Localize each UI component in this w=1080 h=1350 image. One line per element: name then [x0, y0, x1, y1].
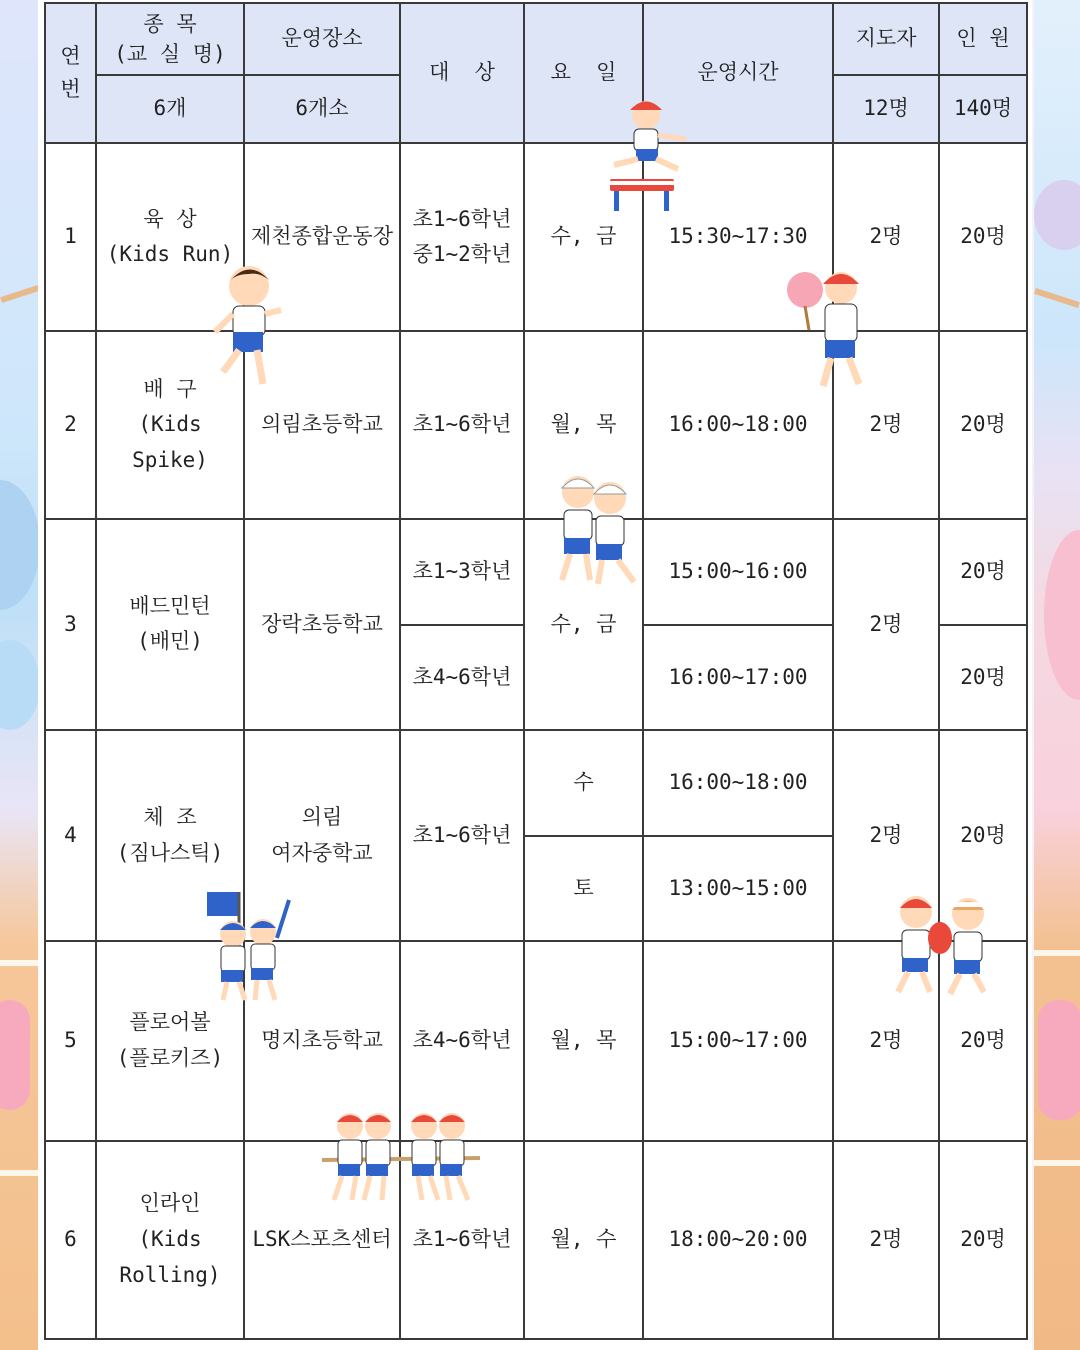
- row-time-value: 15:00~16:00: [668, 558, 808, 583]
- table-row: [45, 143, 1027, 331]
- row-venue-name: 제천종합운동장: [250, 224, 393, 249]
- row-target: [400, 1141, 524, 1339]
- row-day-value: 수, 금: [550, 611, 617, 636]
- row-time-value: 16:00~18:00: [668, 412, 808, 437]
- row-people: [939, 331, 1027, 518]
- header-instructor-count-label: 12명: [863, 96, 909, 121]
- row-target-line: 초1~3학년: [412, 558, 512, 583]
- header-venue-count-label: 6개소: [295, 96, 349, 121]
- row-event-name: 체 조: [143, 805, 197, 830]
- row-no-value: 6: [64, 1226, 77, 1251]
- row-event-sub: (짐나스틱): [116, 840, 224, 865]
- row-people-value: 20명: [960, 412, 1006, 437]
- row-no: [45, 1141, 96, 1339]
- row-time: [643, 941, 833, 1140]
- row-people: [939, 625, 1027, 730]
- row-day-value: 월, 목: [550, 412, 617, 437]
- row-no: [45, 331, 96, 518]
- header-people-count: [939, 75, 1027, 143]
- row-instructor: [833, 519, 939, 730]
- row-people-value: 20명: [960, 1226, 1006, 1251]
- row-event-sub: (배민): [137, 629, 203, 654]
- row-target-line: 초1~6학년: [412, 1226, 512, 1251]
- table-row: [45, 941, 1027, 1140]
- row-target: [400, 730, 524, 941]
- row-no-value: 4: [64, 822, 77, 847]
- row-venue: [244, 941, 400, 1140]
- row-time-value: 16:00~17:00: [668, 664, 808, 689]
- row-time-value: 15:00~17:00: [668, 1028, 808, 1053]
- row-people: [939, 1141, 1027, 1339]
- header-no: [45, 3, 96, 143]
- header-people-count-label: 140명: [953, 96, 1013, 121]
- row-time: [643, 730, 833, 836]
- row-venue: [244, 519, 400, 730]
- row-people: [939, 519, 1027, 625]
- row-event-name: 배 구: [143, 376, 197, 401]
- row-day: [524, 730, 643, 836]
- row-people-value: 20명: [960, 822, 1006, 847]
- row-target-line: 초4~6학년: [412, 664, 512, 689]
- row-no-value: 2: [64, 412, 77, 437]
- row-time-value: 13:00~15:00: [668, 875, 808, 900]
- row-time-value: 15:30~17:30: [668, 224, 808, 249]
- table-row: [45, 1141, 1027, 1339]
- background-right-decoration: [1034, 0, 1080, 1350]
- header-target: [400, 3, 524, 143]
- header-time: [643, 3, 833, 143]
- row-day-value: 수, 금: [550, 224, 617, 249]
- row-venue: [244, 331, 400, 518]
- row-day: [524, 331, 643, 518]
- row-venue-name: 명지초등학교: [261, 1028, 383, 1053]
- header-instructor: [833, 3, 939, 75]
- row-time: [643, 519, 833, 625]
- row-time-value: 18:00~20:00: [668, 1226, 808, 1251]
- row-no-value: 1: [64, 224, 77, 249]
- row-instructor-value: 2명: [869, 1226, 903, 1251]
- header-people: [939, 3, 1027, 75]
- row-day-value: 수: [573, 770, 594, 795]
- row-event-name: 육 상: [143, 206, 197, 231]
- row-venue: [244, 730, 400, 941]
- row-no: [45, 143, 96, 331]
- row-target: [400, 625, 524, 730]
- header-event: [96, 3, 244, 75]
- row-instructor: [833, 143, 939, 331]
- row-target-line: 초1~6학년: [412, 412, 512, 437]
- row-people-value: 20명: [960, 1028, 1006, 1053]
- row-event: [96, 331, 244, 518]
- row-time: [643, 1141, 833, 1339]
- row-day: [524, 519, 643, 730]
- row-day-value: 월, 목: [550, 1028, 617, 1053]
- row-target: [400, 331, 524, 518]
- row-instructor: [833, 730, 939, 941]
- header-instructor-label: 지도자: [855, 26, 917, 51]
- table-row: [45, 519, 1027, 625]
- row-venue: [244, 143, 400, 331]
- row-event-sub: (플로키즈): [116, 1046, 224, 1070]
- header-day: [524, 3, 643, 143]
- row-instructor: [833, 1141, 939, 1339]
- header-no-label: 연 번: [60, 43, 81, 102]
- header-venue-label: 운영장소: [281, 26, 363, 51]
- header-event-label: 종 목 (교 실 명): [114, 11, 226, 67]
- sports-class-schedule-table: [44, 2, 1028, 1340]
- row-target-line: 초1~6학년: [412, 206, 512, 231]
- row-time: [643, 331, 833, 518]
- row-day-value: 토: [573, 875, 594, 900]
- row-venue-sub: 여자중학교: [271, 840, 373, 865]
- row-venue-name: LSK스포츠센터: [252, 1226, 392, 1251]
- row-venue: [244, 1141, 400, 1339]
- row-people-value: 20명: [960, 224, 1006, 249]
- row-instructor-value: 2명: [869, 1028, 903, 1053]
- row-people: [939, 143, 1027, 331]
- row-event: [96, 1141, 244, 1339]
- row-venue-name: 의림초등학교: [261, 412, 383, 437]
- row-day: [524, 143, 643, 331]
- row-target: [400, 143, 524, 331]
- row-people-value: 20명: [960, 664, 1006, 689]
- row-target-line: 중1~2학년: [412, 242, 512, 267]
- row-no: [45, 941, 96, 1140]
- header-day-label: 요 일: [550, 60, 617, 85]
- row-time: [643, 625, 833, 730]
- row-instructor-value: 2명: [869, 611, 903, 636]
- row-no-value: 3: [64, 611, 77, 636]
- row-target: [400, 519, 524, 625]
- row-instructor-value: 2명: [869, 822, 903, 847]
- header-venue: [244, 3, 400, 75]
- row-people: [939, 730, 1027, 941]
- table-row: [45, 331, 1027, 518]
- row-instructor: [833, 941, 939, 1140]
- row-day: [524, 941, 643, 1140]
- row-instructor-value: 2명: [869, 412, 903, 437]
- row-event: [96, 143, 244, 331]
- row-people: [939, 941, 1027, 1140]
- header-people-label: 인 원: [956, 26, 1010, 51]
- row-time-value: 16:00~18:00: [668, 770, 808, 795]
- row-event-name: 플로어볼: [129, 1010, 211, 1035]
- row-event-sub: (Kids Run): [106, 242, 234, 267]
- row-people-value: 20명: [960, 558, 1006, 583]
- table-row: [45, 730, 1027, 836]
- row-event-sub: (Kids Rolling): [119, 1226, 221, 1287]
- header-target-label: 대 상: [429, 60, 495, 85]
- row-target: [400, 941, 524, 1140]
- row-day-value: 월, 수: [550, 1226, 617, 1251]
- row-time: [643, 836, 833, 941]
- row-no-value: 5: [64, 1028, 77, 1053]
- row-event-name: 인라인: [139, 1191, 201, 1216]
- row-target-line: 초1~6학년: [412, 822, 512, 847]
- row-time: [643, 143, 833, 331]
- row-event: [96, 941, 244, 1140]
- row-instructor: [833, 331, 939, 518]
- header-time-label: 운영시간: [697, 60, 779, 85]
- row-no: [45, 519, 96, 730]
- row-no: [45, 730, 96, 941]
- row-venue-name: 장락초등학교: [261, 611, 383, 636]
- row-event-name: 배드민턴: [129, 593, 211, 618]
- row-target-line: 초4~6학년: [412, 1028, 512, 1053]
- header-event-count: [96, 75, 244, 143]
- row-event-sub: (Kids Spike): [132, 412, 208, 472]
- row-event: [96, 519, 244, 730]
- header-venue-count: [244, 75, 400, 143]
- row-venue-name: 의림: [301, 805, 343, 830]
- row-instructor-value: 2명: [869, 224, 903, 249]
- row-day: [524, 1141, 643, 1339]
- row-event: [96, 730, 244, 941]
- header-event-count-label: 6개: [153, 96, 187, 121]
- header-instructor-count: [833, 75, 939, 143]
- row-day: [524, 836, 643, 941]
